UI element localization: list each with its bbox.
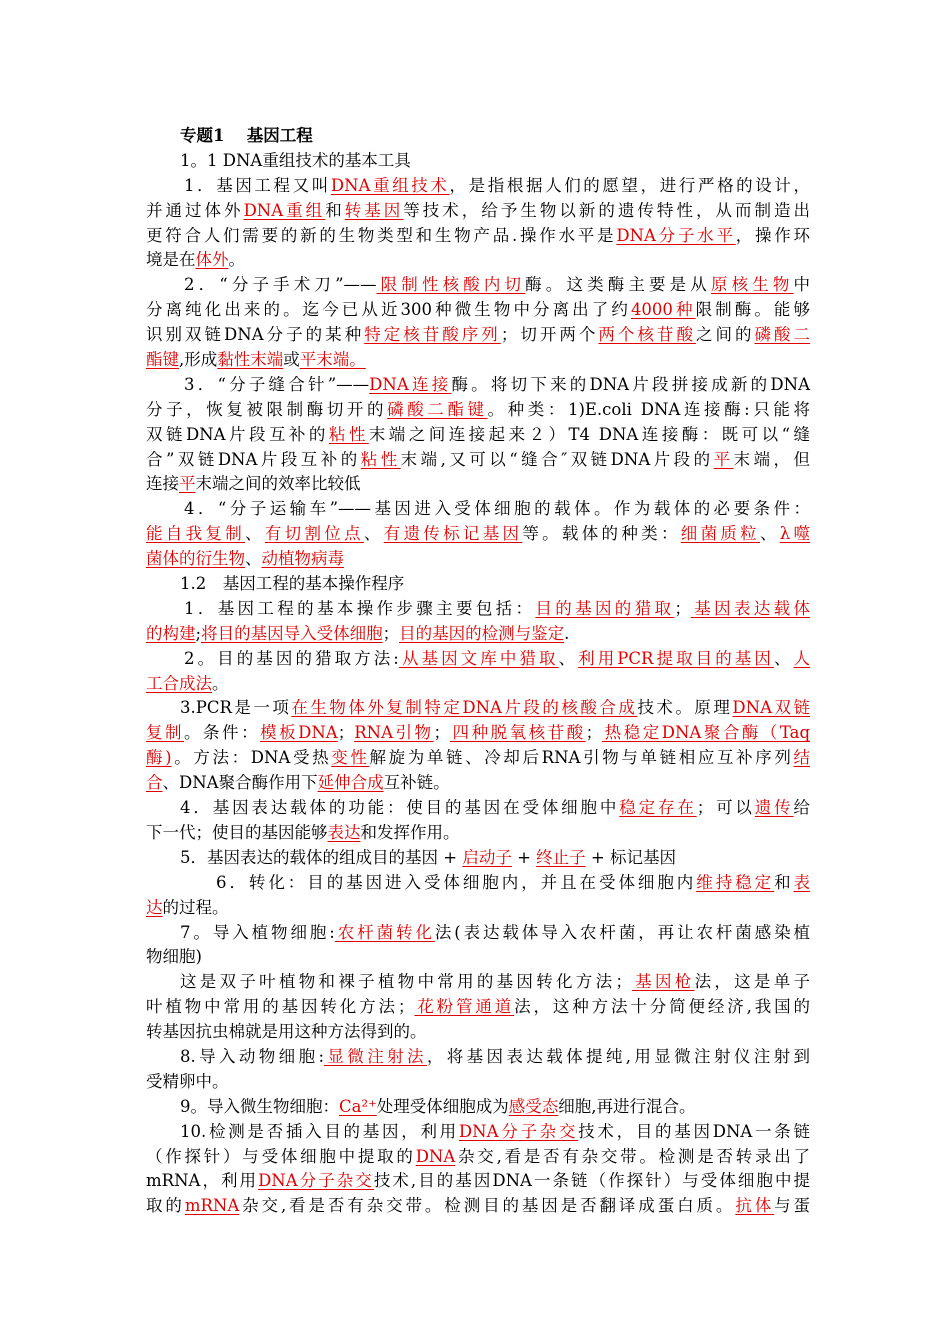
answer-text: 的构建 [146,623,196,643]
text-segment: 6．转化：目的基因进入受体细胞内，并且在受体细胞内 [216,872,697,892]
answer-text: 从基因文库中猎取 [398,648,559,668]
text-segment: 的过程。 [162,897,229,917]
text-line [146,224,810,249]
text-segment: 5．基因表达的载体的组成目的基因 + [180,847,463,867]
answer-text: 有遗传标记基因 [383,524,523,544]
answer-text: 表 [793,872,811,892]
text-segment: + [511,847,537,867]
text-segment: 杂交,看是否有杂交带。检测目的基因是否翻译成蛋白质。 [239,1196,736,1216]
text-line [146,423,810,448]
text-segment: . [564,623,570,643]
text-segment: 处理受体细胞成为 [376,1096,509,1116]
answer-text: 将目的基因导入受体细胞 [201,623,383,643]
text-segment: 转基因抗虫棉就是用这种方法得到的。 [146,1022,427,1042]
text-segment: 细胞,再进行混合。 [558,1096,696,1116]
answer-text: 有切割位点 [264,524,364,544]
text-segment: 、 [558,648,579,668]
text-segment: 中 [793,275,811,295]
answer-text: 热稳定DNA聚合酶（Taq [602,723,811,743]
text-segment: 末端之间连接起来２）T4 DNA连接酶：既可以“缝 [368,424,811,444]
answer-text: 能自我复制 [146,524,246,544]
text-line [146,995,810,1020]
text-segment: 叶植物中常用的基因转化方法； [146,997,415,1017]
answer-text: 动植物病毒 [261,549,344,569]
text-segment: 给 [793,798,810,818]
answer-text: 4000种 [630,300,696,320]
answer-text: DNA分子杂交 [458,1121,579,1141]
answer-text: 稳定存在 [619,798,697,818]
answer-text: λ噬 [779,524,811,544]
answer-text: 平 [713,449,734,469]
answer-text: 细菌质粒 [680,524,760,544]
text-line [146,597,810,622]
text-segment: 与蛋 [774,1196,811,1216]
text-segment: 、 [363,524,384,544]
answer-text: 农杆菌转化 [334,922,435,942]
text-segment: 1．基因工程又叫 [184,175,331,195]
text-line [146,174,810,199]
text-segment: ，是指根据人们的愿望，进行严格的设计， [449,175,811,195]
answer-text: 表达 [327,822,361,842]
text-segment: 和 [774,872,794,892]
answer-text: 体外 [195,250,229,270]
text-segment: 专题1 基因工程 [180,126,313,145]
text-line [146,1194,810,1219]
text-segment: 酶。将切下来的DNA片段拼接成新的DNA [451,374,810,394]
text-line [146,273,810,298]
text-segment: 4．“分子运输车”——基因进入受体细胞的载体。作为载体的必要条件： [184,499,810,519]
text-segment: 末端之间的效率比较低 [195,474,361,494]
text-segment: 1。1 DNA重组技术的基本工具 [180,150,411,170]
answer-text: RNA引物 [354,723,434,743]
text-segment: 。 [228,250,245,270]
text-segment: （作探针）与受体细胞中提取的 [146,1146,416,1166]
text-segment: 1.2 基因工程的基本操作程序 [180,574,405,594]
text-segment: 分子，恢复被限制酶切开的 [146,399,388,419]
text-segment: 下一代；使目的基因能够 [146,822,328,842]
text-segment: 。 [212,673,229,693]
answer-text: 平末端。 [299,350,366,370]
text-segment: ,形成 [179,350,218,370]
text-line [146,1095,810,1120]
answer-text: 四种脱氧核苷酸 [450,723,586,743]
answer-text: 黏性末端 [217,350,284,370]
text-line [146,373,810,398]
text-line [146,348,810,373]
text-line [146,771,810,796]
text-line [146,472,810,497]
text-segment: 2。目的基因的猎取方法: [184,648,399,668]
answer-text: 延伸合成 [317,773,384,793]
answer-text: 平 [179,474,196,494]
text-segment: 酶。这类酶主要是从 [525,275,711,295]
text-segment: ； [674,598,691,618]
answer-text: 目的基因的猎取 [535,598,675,618]
text-segment: 法，这种方法十分简便经济,我国的 [514,997,810,1017]
answer-text: 粘性 [328,424,369,444]
text-segment: ；可以 [696,798,755,818]
answer-text: DNA连接 [369,374,452,394]
text-segment: ； [382,623,400,643]
text-segment: 物细胞) [146,947,202,967]
text-segment: 2．“分子手术刀”—— [184,275,377,295]
text-line [146,1145,810,1170]
answer-text: DNA [415,1146,456,1166]
text-segment: 末端，但 [733,449,811,469]
text-segment: 互补链。 [383,773,450,793]
text-segment: 技术,目的基因DNA一条链（作探针）与受体细胞中提 [373,1171,810,1191]
text-line [146,721,810,746]
text-segment: 1．基因工程的基本操作步骤主要包括： [184,598,536,618]
text-segment: 、DNA聚合酶作用下 [162,773,318,793]
answer-text: 工合成法 [146,673,212,693]
text-segment: 7。导入植物细胞: [180,922,335,942]
text-line [146,846,810,871]
text-segment: 和发挥作用。 [360,822,460,842]
answer-text: 限制性核酸内切 [376,275,526,295]
text-line [146,871,810,896]
text-line [146,323,810,348]
text-segment: 3．“分子缝合针”—— [184,374,370,394]
answer-text: 达 [146,897,163,917]
answer-text: 显微注射法 [324,1046,427,1066]
text-segment: 或 [283,350,300,370]
text-line [146,970,810,995]
answer-text: 维持稳定 [696,872,775,892]
text-line [146,896,810,921]
document-page [146,124,810,1219]
text-line [146,572,810,597]
text-segment: 之间的 [695,325,755,345]
text-line [146,647,810,672]
text-segment: 解旋为单链、冷却后RNA引物与单链相应互补序列 [369,748,794,768]
text-segment: 、 [245,524,265,544]
text-segment: 限制酶。能够 [695,300,810,320]
answer-text: 转基因 [344,200,404,220]
text-segment: 、 [759,524,780,544]
text-line [146,1169,810,1194]
text-segment: 、 [773,648,794,668]
text-segment: 。种类：1)E.coli DNA连接酶:只能将 [487,399,811,419]
answer-text: DNA分子杂交 [258,1171,374,1191]
answer-text: 模板DNA [260,723,338,743]
text-segment: 8.导入动物细胞: [180,1046,325,1066]
answer-text: 粘性 [360,449,401,469]
answer-text: 变性 [331,748,370,768]
text-segment: 分离纯化出来的。迄今已从近300种微生物中分离出了约 [146,300,631,320]
answer-text: 遗传 [754,798,794,818]
answer-text: 在生物体外复制特定DNA片段的核酸合成 [291,698,638,718]
text-line [146,448,810,473]
document-title [146,124,810,149]
text-segment: mRNA，利用 [146,1171,259,1191]
text-segment: 4．基因表达载体的功能：使目的基因在受体细胞中 [180,798,620,818]
answer-text: Ca²⁺ [339,1096,377,1116]
text-segment: 末端,又可以“缝合″双链DNA片段的 [400,449,714,469]
text-segment: 并通过体外 [146,200,244,220]
answer-text: 磷酸二酯键 [387,399,488,419]
text-line [146,1070,810,1095]
text-segment: ； [585,723,603,743]
answer-text: 基因枪 [631,972,695,992]
text-line [146,796,810,821]
text-segment: 杂交,看是否有杂交带。检测是否转录出了 [455,1146,811,1166]
text-line [146,1120,810,1145]
text-segment: ； [433,723,451,743]
answer-text: 利用PCR提取目的基因 [578,648,774,668]
text-line [146,1020,810,1045]
text-segment: 法，这是单子 [694,972,811,992]
text-segment: 3.PCR是一项 [180,698,292,718]
answer-text: DNA重组 [243,200,326,220]
answer-text: 人 [793,648,811,668]
answer-text: 原核生物 [710,275,794,295]
text-segment: 技术。原理 [637,698,733,718]
answer-text: 终止子 [536,847,586,867]
text-segment: 合”双链DNA片段互补的 [146,449,361,469]
answer-text: DNA分子水平 [616,225,736,245]
text-line [146,921,810,946]
text-segment: 等。载体的种类： [522,524,681,544]
text-segment: 、 [245,549,262,569]
answer-text: 两个核苷酸 [598,325,696,345]
text-segment: 连接 [146,474,179,494]
text-line [146,672,810,697]
text-line [146,298,810,323]
text-segment: ; [195,623,202,643]
text-segment: 受精卵中。 [146,1071,229,1091]
text-segment: 。条件： [184,723,261,743]
answer-text: 结 [793,748,811,768]
text-segment: 技术，目的基因DNA一条链 [578,1121,810,1141]
text-line [146,522,810,547]
text-line [146,199,810,224]
text-line [146,622,810,647]
text-segment: ，将基因表达载体提纯,用显微注射仪注射到 [426,1046,811,1066]
text-line [146,696,810,721]
text-segment: 。方法：DNA受热 [171,748,332,768]
text-line [146,248,810,273]
answer-text: 复制 [146,723,185,743]
text-line [146,821,810,846]
text-segment: 境是在 [146,250,196,270]
answer-text: 合 [146,773,163,793]
answer-text: 酯键 [146,350,179,370]
answer-text: 磷酸二 [754,325,811,345]
text-segment: ； [337,723,355,743]
text-line [146,945,810,970]
text-line [146,149,810,174]
text-segment: 法(表达载体导入农杆菌，再让农杆菌感染植 [434,922,811,942]
text-segment: ；切开两个 [500,325,599,345]
text-segment: ，操作环 [735,225,811,245]
text-segment: 取的 [146,1196,185,1216]
answer-text: 酶) [146,748,172,768]
answer-text: 基因表达载体 [690,598,811,618]
text-segment: 10.检测是否插入目的基因，利用 [180,1121,459,1141]
text-line [146,547,810,572]
answer-text: 目的基因的检测与鉴定 [399,623,565,643]
answer-text: 花粉管通道 [414,997,515,1017]
text-segment: 双链DNA片段互补的 [146,424,329,444]
text-segment: 这是双子叶植物和裸子植物中常用的基因转化方法； [180,972,632,992]
text-line [146,398,810,423]
text-segment: 识别双链DNA分子的某种 [146,325,365,345]
answer-text: 抗体 [735,1196,775,1216]
text-segment: 等技术，给予生物以新的遗传特性，从而制造出 [403,200,811,220]
text-segment: 更符合人们需要的新的生物类型和生物产品.操作水平是 [146,225,617,245]
answer-text: 感受态 [508,1096,559,1116]
text-line [146,1045,810,1070]
text-line [146,497,810,522]
answer-text: DNA重组技术 [330,175,450,195]
answer-text: 菌体的衍生物 [146,549,245,569]
answer-text: 特定核苷酸序列 [364,325,501,345]
answer-text: mRNA [184,1196,240,1216]
answer-text: 启动子 [462,847,512,867]
text-segment: 9。导入微生物细胞： [180,1096,339,1116]
text-line [146,746,810,771]
text-segment: + 标记基因 [585,847,676,867]
text-segment: 和 [325,200,345,220]
answer-text: DNA双链 [732,698,810,718]
